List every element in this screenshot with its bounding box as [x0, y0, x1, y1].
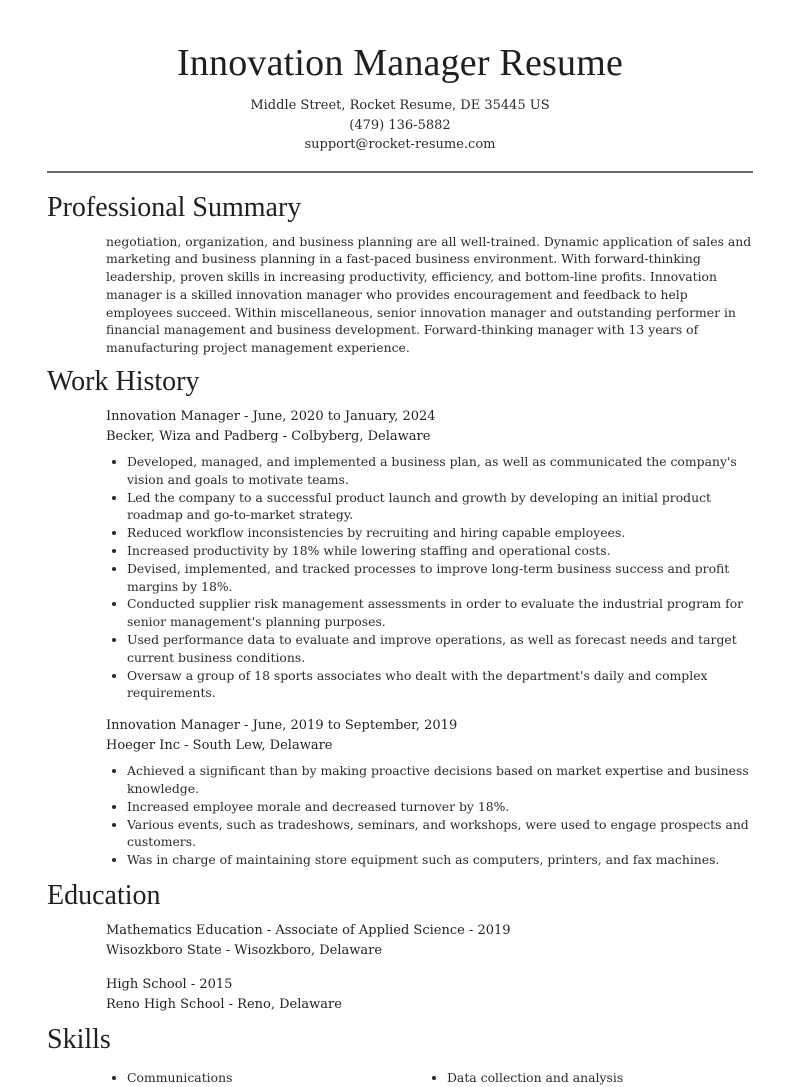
resume-header — [0, 0, 800, 155]
education-entry — [106, 921, 753, 961]
section-heading: Work History — [47, 366, 200, 398]
header-divider — [47, 171, 753, 173]
list-item: • Used performance data to evaluate and improve operations, as well as forecast needs and target current business conditions. — [127, 631, 753, 667]
section-heading: Education — [47, 880, 161, 912]
job-company-location: Becker, Wiza and Padberg - Colbyberg, Delaware — [106, 429, 431, 445]
school-line: Reno High School - Reno, Delaware — [106, 997, 342, 1013]
list-item: • Increased productivity by 18% while lowering staffing and operational costs. — [127, 542, 753, 560]
list-item: • Achieved a significant than by making proactive decisions based on market expertise and business knowledge. — [127, 762, 753, 798]
summary-text: negotiation, organization, and business planning are all well-trained. Dynamic application of sales and marketing and business planning in a fast-paced business environment. With forward-thinking leadership, proven skills in increasing productivity, efficiency, and bottom-line profits. Innovation manager is a skilled innovation manager who provides encouragement and feedback to help employees succeed. Within miscellaneous, senior innovation manager and outstanding performer in financial management and business development. Forward-thinking manager with 13 years of manufacturing project management experience. — [106, 233, 752, 356]
job-bullets — [106, 453, 753, 702]
skill-item: • Communications — [127, 1069, 426, 1087]
section-skills — [0, 1023, 800, 1087]
list-item: • Increased employee morale and decreased turnover by 18%. — [127, 798, 753, 816]
list-item: • Conducted supplier risk management assessments in order to evaluate the industrial program for senior management's planning purposes. — [127, 595, 753, 631]
contact-block — [0, 96, 800, 155]
phone: (479) 136-5882 — [349, 117, 451, 133]
job-entry — [106, 716, 753, 869]
section-heading: Skills — [47, 1024, 111, 1056]
section-professional-summary — [0, 191, 800, 358]
degree-line: Mathematics Education - Associate of Applied Science - 2019 — [106, 923, 511, 939]
education-entry — [106, 975, 753, 1015]
section-heading: Professional Summary — [47, 191, 302, 223]
list-item: • Oversaw a group of 18 sports associates who dealt with the department's daily and complex requirements. — [127, 667, 753, 703]
list-item: • Developed, managed, and implemented a business plan, as well as communicated the company's vision and goals to motivate teams. — [127, 453, 753, 489]
skill-item: • Data collection and analysis — [447, 1069, 746, 1087]
job-title-dates: Innovation Manager - June, 2019 to September, 2019 — [106, 718, 458, 734]
list-item: • Various events, such as tradeshows, seminars, and workshops, were used to engage prospects and customers. — [127, 816, 753, 852]
job-bullets — [106, 762, 753, 869]
resume-title: Innovation Manager Resume — [176, 42, 624, 84]
list-item: • Devised, implemented, and tracked processes to improve long-term business success and profit margins by 18%. — [127, 560, 753, 596]
section-work-history — [0, 365, 800, 869]
email: support@rocket-resume.com — [304, 137, 496, 152]
list-item: • Was in charge of maintaining store equipment such as computers, printers, and fax machines. — [127, 851, 753, 869]
school-line: Wisozkboro State - Wisozkboro, Delaware — [106, 943, 383, 959]
list-item: • Led the company to a successful product launch and growth by developing an initial product roadmap and go-to-market strategy. — [127, 489, 753, 525]
job-company-location: Hoeger Inc - South Lew, Delaware — [106, 738, 333, 754]
address: Middle Street, Rocket Resume, DE 35445 US — [250, 98, 550, 113]
skills-column-left — [106, 1069, 426, 1087]
job-entry — [106, 407, 753, 702]
job-title-dates: Innovation Manager - June, 2020 to January, 2024 — [106, 409, 436, 425]
degree-line: High School - 2015 — [106, 977, 233, 993]
list-item: • Reduced workflow inconsistencies by recruiting and hiring capable employees. — [127, 524, 753, 542]
section-education — [0, 879, 800, 1015]
skills-column-right — [426, 1069, 746, 1087]
skills-grid — [106, 1069, 753, 1087]
